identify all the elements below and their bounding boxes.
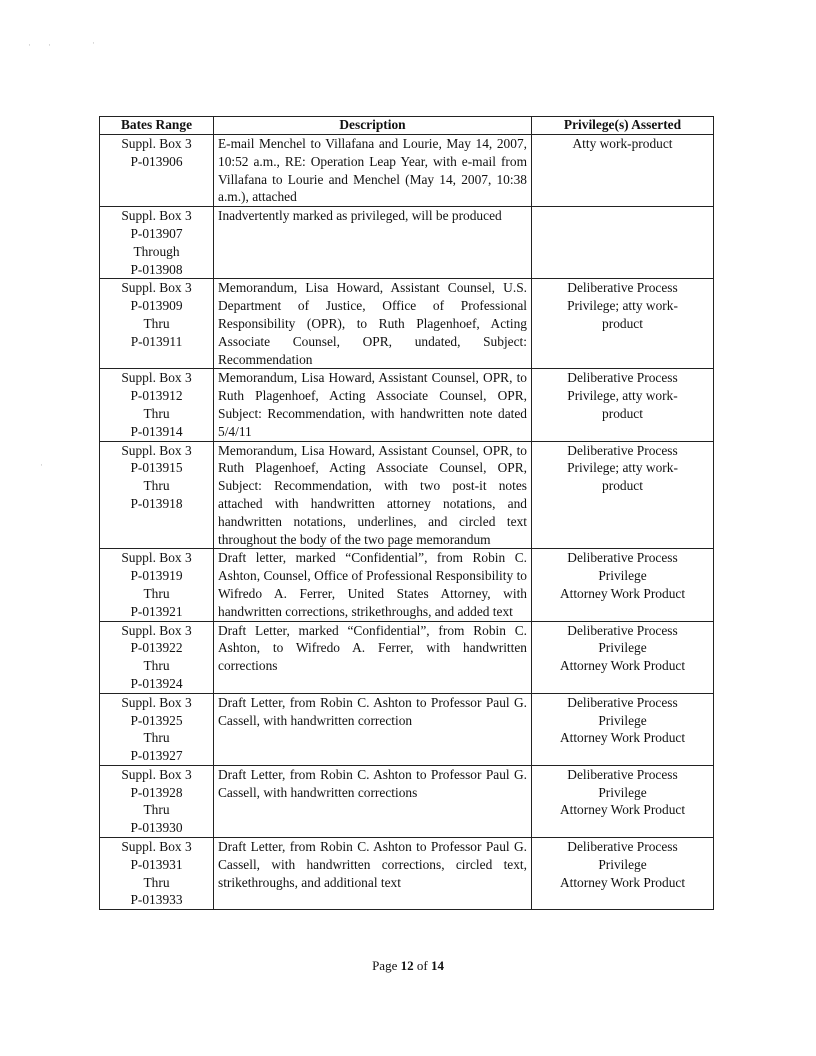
privilege-line: Privilege; atty work-	[567, 298, 678, 314]
bates-line: Thru	[143, 405, 170, 421]
bates-line: Thru	[143, 658, 170, 674]
bates-line: Suppl. Box 3	[121, 766, 192, 782]
bates-line: P-013911	[130, 333, 183, 349]
table-row	[100, 765, 714, 837]
table-row	[100, 838, 714, 910]
bates-range-cell	[100, 765, 214, 837]
bates-range-cell	[100, 441, 214, 549]
description-cell: Memorandum, Lisa Howard, Assistant Counsel, U.S. Department of Justice, Office of Professional Responsibility (OPR), to Ruth Plagenhoef, Acting Associate Counsel, OPR, undated, Subject: Recommendation	[214, 279, 532, 369]
description-cell: Draft Letter, marked “Confidential”, from Robin C. Ashton, to Wifredo A. Ferrer, with handwritten corrections	[214, 621, 532, 693]
description-cell: Draft Letter, from Robin C. Ashton to Professor Paul G. Cassell, with handwritten corrections, circled text, strikethroughs, and additional text	[214, 838, 532, 910]
scan-speck: ·	[48, 40, 51, 50]
privilege-line: Deliberative Process	[567, 622, 678, 638]
table-row	[100, 549, 714, 621]
privilege-cell	[532, 369, 714, 441]
privilege-line: Privilege	[598, 784, 647, 800]
privilege-line: Privilege	[598, 568, 647, 584]
privilege-line: Atty work-product	[572, 136, 673, 151]
bates-line: P-013922	[130, 640, 183, 656]
scan-speck: ·	[40, 460, 43, 470]
table-row	[100, 369, 714, 441]
description-cell: Draft letter, marked “Confidential”, from Robin C. Ashton, Counsel, Office of Professional Responsibility to Wifredo A. Ferrer, United States Attorney, with handwritten corrections, strikethroughs, and added text	[214, 549, 532, 621]
bates-range-cell	[100, 838, 214, 910]
privilege-line: Attorney Work Product	[559, 658, 686, 674]
bates-line: Thru	[143, 478, 170, 494]
bates-line: P-013925	[130, 712, 183, 728]
privilege-cell	[532, 207, 714, 279]
privilege-line: Deliberative Process	[567, 280, 678, 296]
privilege-cell	[532, 441, 714, 549]
bates-range-cell	[100, 549, 214, 621]
privilege-cell	[532, 693, 714, 765]
privilege-line: Deliberative Process	[567, 694, 678, 710]
bates-line: P-013933	[130, 892, 183, 908]
bates-line: P-013908	[130, 261, 183, 277]
table-row	[100, 207, 714, 279]
privilege-cell	[532, 621, 714, 693]
footer-total-pages: 14	[430, 958, 444, 973]
bates-line: Suppl. Box 3	[121, 694, 192, 710]
privilege-line: Deliberative Process	[567, 442, 678, 458]
bates-line: P-013919	[130, 568, 183, 584]
header-row	[100, 117, 714, 135]
bates-line: P-013921	[130, 603, 183, 619]
bates-line: Suppl. Box 3	[121, 839, 192, 855]
bates-line: Thru	[143, 802, 170, 818]
privilege-cell	[532, 279, 714, 369]
bates-line: Suppl. Box 3	[121, 550, 192, 566]
bates-line: Thru	[143, 585, 170, 601]
table-row	[100, 441, 714, 549]
privilege-cell	[532, 549, 714, 621]
bates-line: P-013918	[130, 495, 183, 511]
bates-line: Suppl. Box 3	[121, 280, 192, 296]
bates-line: P-013909	[130, 298, 183, 314]
privilege-log-table	[99, 116, 714, 910]
privilege-line: product	[602, 478, 643, 494]
bates-line: P-013912	[130, 388, 183, 404]
privilege-line: Deliberative Process	[567, 766, 678, 782]
bates-line: P-013907	[130, 225, 183, 241]
description-cell: Draft Letter, from Robin C. Ashton to Professor Paul G. Cassell, with handwritten corrections	[214, 765, 532, 837]
privilege-line: product	[602, 405, 643, 421]
table-row	[100, 693, 714, 765]
privilege-line: Attorney Work Product	[559, 730, 686, 746]
bates-line: Thru	[143, 874, 170, 890]
bates-line: P-013906	[130, 153, 183, 169]
bates-range-cell	[100, 135, 214, 207]
bates-range-cell	[100, 693, 214, 765]
table-body	[100, 135, 714, 910]
description-cell: Memorandum, Lisa Howard, Assistant Counsel, OPR, to Ruth Plagenhoef, Acting Associate Counsel, OPR, Subject: Recommendation, with handwritten note dated 5/4/11	[214, 369, 532, 441]
scan-speck: ·	[28, 40, 31, 50]
header-privileges-asserted: Privilege(s) Asserted	[532, 117, 714, 135]
bates-line: P-013931	[130, 856, 183, 872]
privilege-line: Deliberative Process	[567, 839, 678, 855]
privilege-line: Deliberative Process	[567, 550, 678, 566]
table-row	[100, 621, 714, 693]
bates-line: P-013928	[130, 784, 183, 800]
bates-line: P-013924	[130, 675, 183, 691]
privilege-line: Privilege	[598, 856, 647, 872]
privilege-line: Privilege; atty work-	[567, 460, 678, 476]
bates-line: Suppl. Box 3	[121, 442, 192, 458]
bates-line: Suppl. Box 3	[121, 622, 192, 638]
page-footer	[0, 958, 816, 974]
table-row	[100, 135, 714, 207]
bates-line: Suppl. Box 3	[121, 208, 192, 224]
privilege-cell	[532, 135, 714, 207]
bates-line: P-013927	[130, 748, 183, 764]
privilege-line: product	[602, 315, 643, 331]
table-row	[100, 279, 714, 369]
bates-line: P-013915	[130, 460, 183, 476]
scan-speck: ·	[92, 38, 95, 48]
privilege-line: Deliberative Process	[567, 370, 678, 386]
footer-page-number: 12	[400, 958, 414, 973]
privilege-line: Privilege, atty work-	[567, 388, 678, 404]
bates-range-cell	[100, 279, 214, 369]
description-cell: Draft Letter, from Robin C. Ashton to Professor Paul G. Cassell, with handwritten correction	[214, 693, 532, 765]
privilege-cell	[532, 838, 714, 910]
description-cell: E-mail Menchel to Villafana and Lourie, May 14, 2007, 10:52 a.m., RE: Operation Leap Year, with e-mail from Villafana to Lourie and Menchel (May 14, 2007, 10:38 a.m.), attached	[214, 135, 532, 207]
footer-of: of	[416, 958, 428, 973]
bates-line: P-013914	[130, 423, 183, 439]
privilege-line: Privilege	[598, 640, 647, 656]
footer-prefix: Page	[372, 958, 398, 973]
bates-line: Thru	[143, 315, 170, 331]
privilege-line: Attorney Work Product	[559, 874, 686, 890]
privilege-line: Attorney Work Product	[559, 802, 686, 818]
bates-range-cell	[100, 621, 214, 693]
privilege-cell	[532, 765, 714, 837]
bates-line: Suppl. Box 3	[121, 370, 192, 386]
bates-line: Thru	[143, 730, 170, 746]
header-description: Description	[214, 117, 532, 135]
bates-range-cell	[100, 207, 214, 279]
description-cell: Inadvertently marked as privileged, will be produced	[214, 207, 532, 279]
bates-line: Through	[133, 243, 180, 259]
header-bates-range: Bates Range	[100, 117, 214, 135]
privilege-line: Privilege	[598, 712, 647, 728]
description-cell: Memorandum, Lisa Howard, Assistant Counsel, OPR, to Ruth Plagenhoef, Acting Associate Counsel, OPR, Subject: Recommendation, with two post-it notes attached with handwritten attorney notations, and handwritten notations, underlines, and circled text throughout the body of the two page memorandum	[214, 441, 532, 549]
bates-range-cell	[100, 369, 214, 441]
privilege-line: Attorney Work Product	[559, 585, 686, 601]
bates-line: P-013930	[130, 820, 183, 836]
bates-line: Suppl. Box 3	[121, 136, 192, 151]
